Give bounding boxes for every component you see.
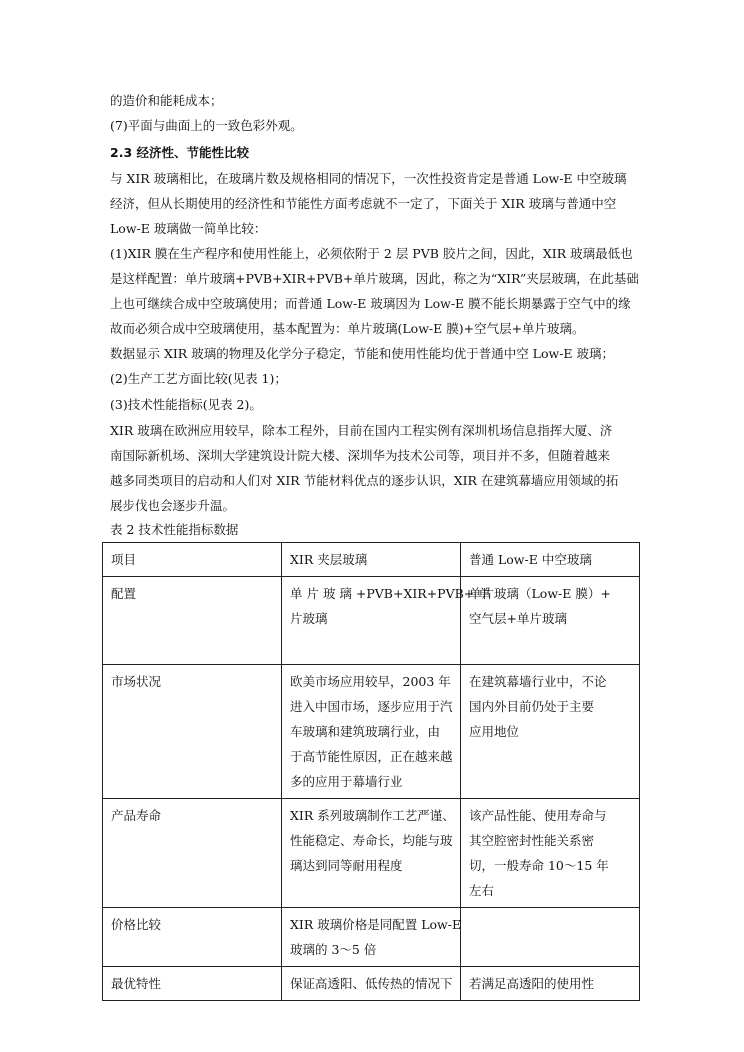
xir-cell [282, 908, 461, 967]
text-line: 数据显示 XIR 玻璃的物理及化学分子稳定，节能和使用性能均优于普通中空 Low-E 玻璃； [110, 346, 615, 361]
header-cell-item: 项目 [103, 543, 282, 577]
lowe-cell [461, 799, 640, 908]
text-line: 的造价和能耗成本； [110, 93, 223, 108]
cell-text: 应用地位 [469, 724, 520, 739]
lowe-cell [461, 665, 640, 799]
table-header-row [103, 543, 640, 577]
table-row [103, 577, 640, 665]
xir-cell [282, 665, 461, 799]
text-line: (2)生产工艺方面比较(见表 1)； [110, 371, 287, 386]
paragraph-item-7 [110, 113, 640, 138]
paragraph-application [110, 418, 640, 518]
cell-text: 片玻璃 [290, 611, 328, 626]
cell-text: 单 片 玻 璃 +PVB+XIR+PVB+ 单 [290, 586, 491, 601]
paragraph-point-3 [110, 392, 640, 417]
table-caption: 表 2 技术性能指标数据 [110, 522, 239, 537]
cell-text: 欧美市场应用较早，2003 年 [290, 674, 451, 689]
cell-text: 性能稳定、寿命长，均能与玻 [290, 833, 453, 848]
table-row [103, 908, 640, 967]
paragraph-data-note [110, 341, 640, 366]
text-line: (3)技术性能指标(见表 2)。 [110, 397, 262, 412]
cell-text: 其空腔密封性能关系密 [469, 833, 595, 848]
text-line: 是这样配置：单片玻璃+PVB+XIR+PVB+单片玻璃，因此，称之为“XIR”夹层玻璃，在此基础 [110, 271, 639, 286]
text-line: 经济，但从长期使用的经济性和节能性方面考虑就不一定了，下面关于 XIR 玻璃与普通中空 [110, 196, 617, 211]
text-line: 南国际新机场、深圳大学建筑设计院大楼、深圳华为技术公司等，项目并不多，但随着越来 [110, 448, 611, 463]
cell-text: XIR 系列玻璃制作工艺严谨、 [290, 808, 455, 823]
row-item-cell: 市场状况 [103, 665, 282, 799]
cell-text: 玻璃的 3～5 倍 [290, 942, 377, 957]
row-item-cell: 最优特性 [103, 967, 282, 1001]
text-line: 故而必须合成中空玻璃使用，基本配置为：单片玻璃(Low-E 膜)+空气层+单片玻璃。 [110, 321, 585, 336]
text-line: 展步伐也会逐步升温。 [110, 498, 236, 513]
cell-text: 在建筑幕墙行业中，不论 [469, 674, 607, 689]
text-line: (1)XIR 膜在生产程序和使用性能上，必须依附于 2 层 PVB 胶片之间，因此，XIR 玻璃最低也 [110, 246, 633, 261]
cell-text: 若满足高透阳的使用性 [469, 976, 595, 991]
cell-text: 国内外目前仍处于主要 [469, 699, 595, 714]
cell-text: 车玻璃和建筑玻璃行业，由 [290, 724, 441, 739]
paragraph-point-1 [110, 241, 640, 341]
table-row [103, 799, 640, 908]
xir-cell [282, 799, 461, 908]
section-heading [110, 140, 640, 165]
text-line: 与 XIR 玻璃相比，在玻璃片数及规格相同的情况下，一次性投资肯定是普通 Low-E 中空玻璃 [110, 171, 627, 186]
cell-text: 多的应用于幕墙行业 [290, 774, 403, 789]
cell-text: 璃达到同等耐用程度 [290, 858, 403, 873]
cell-text: XIR 玻璃价格是同配置 Low-E [290, 917, 462, 932]
row-item-cell: 产品寿命 [103, 799, 282, 908]
cell-text: 保证高透阳、低传热的情况下 [290, 976, 453, 991]
header-cell-lowe: 普通 Low-E 中空玻璃 [461, 543, 640, 577]
row-item-cell: 配置 [103, 577, 282, 665]
xir-cell [282, 577, 491, 665]
paragraph-cost-line [110, 88, 640, 113]
xir-cell [282, 967, 461, 1001]
row-item-cell: 价格比较 [103, 908, 282, 967]
cell-text: 左右 [469, 883, 495, 898]
lowe-cell [461, 967, 640, 1001]
cell-text: 该产品性能、使用寿命与 [469, 808, 607, 823]
text-line: (7)平面与曲面上的一致色彩外观。 [110, 118, 303, 133]
paragraph-point-2 [110, 366, 640, 391]
cell-text: 单片玻璃（Low-E 膜）+ [469, 586, 611, 601]
lowe-cell [461, 908, 640, 967]
paragraph-intro [110, 166, 640, 241]
header-cell-xir: XIR 夹层玻璃 [282, 543, 461, 577]
section-title: 2.3 经济性、节能性比较 [110, 145, 249, 160]
text-line: 越多同类项目的启动和人们对 XIR 节能材料优点的逐步认识，XIR 在建筑幕墙应用领域的拓 [110, 473, 619, 488]
table-row [103, 967, 640, 1001]
lowe-cell [461, 577, 640, 665]
cell-text: 进入中国市场，逐步应用于汽 [290, 699, 453, 714]
cell-text: 于高节能性原因，正在越来越 [290, 749, 453, 764]
cell-text: 切，一般寿命 10～15 年 [469, 858, 609, 873]
text-line: 上也可继续合成中空玻璃使用；而普通 Low-E 玻璃因为 Low-E 膜不能长期暴露于空气中的缘 [110, 296, 631, 311]
cell-text: 空气层+单片玻璃 [469, 611, 567, 626]
text-line: XIR 玻璃在欧洲应用较早，除本工程外，目前在国内工程实例有深圳机场信息指挥大厦、济 [110, 423, 613, 438]
spec-table [102, 542, 640, 1001]
text-line: Low-E 玻璃做一简单比较： [110, 221, 267, 236]
table-row [103, 665, 640, 799]
